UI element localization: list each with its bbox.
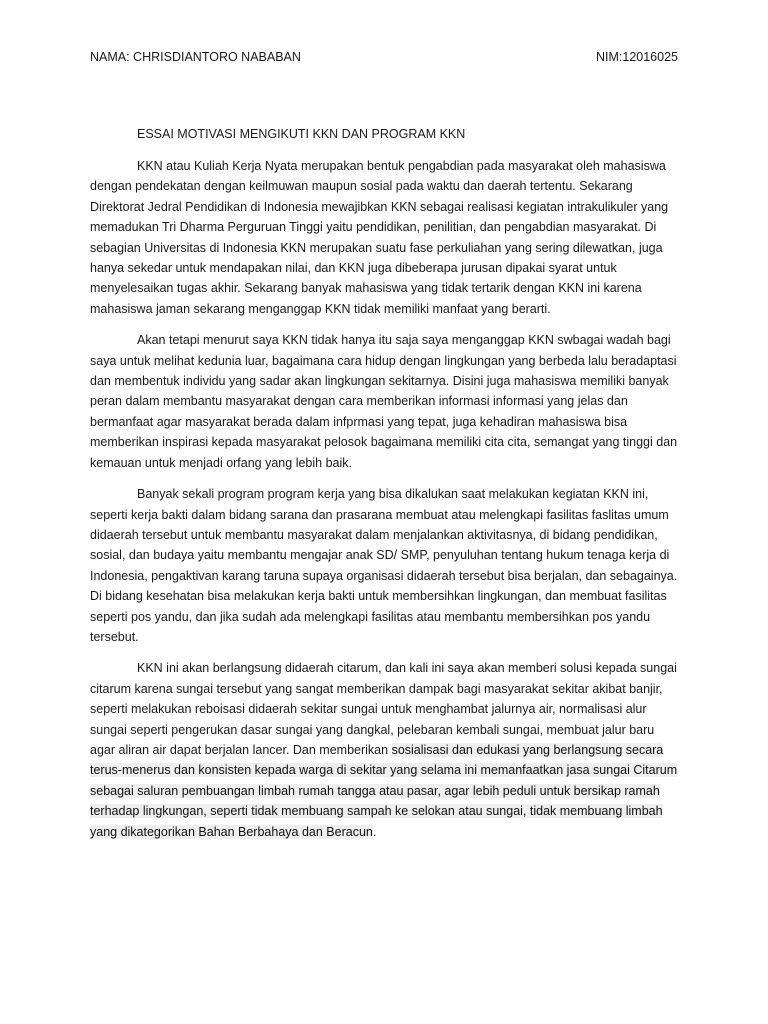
paragraph-4-end: . — [372, 824, 377, 839]
student-nim: NIM:12016025 — [595, 50, 678, 64]
essay-body — [90, 156, 680, 842]
essay-title: ESSAI MOTIVASI MENGIKUTI KKN DAN PROGRAM KKN — [137, 127, 466, 141]
paragraph-4-text: KKN ini akan berlangsung didaerah citarum, dan kali ini saya akan memberi solusi kepada sungai citarum karena sungai tersebut yang sangat memberikan dampak bagi masyarakat sekitar akibat banjir, seperti melakukan reboisasi didaerah sekitar sungai untuk menghambat jalurnya air, normalisasi alur sungai seperti pengerukan dasar sungai yang dangkal, pelebaran kembali sungai, membuat jalur baru agar aliran air dapat berjalan lancer. Dan memberikan — [90, 661, 677, 757]
paragraph-2: Akan tetapi menurut saya KKN tidak hanya itu saja saya menganggap KKN swbagai wadah bagi saya untuk melihat kedunia luar, bagaimana cara hidup dengan lingkungan yang berbeda lalu beradaptasi dan membentuk individu yang sadar akan lingkungan sekitarnya. Disini juga mahasiswa memiliki banyak peran dalam membantu masyarakat dengan cara memberikan informasi informasi yang jelas dan bermanfaat agar masyarakat berada dalam infprmasi yang tepat, juga kehadiran mahasiswa bisa memberikan inspirasi kepada masyarakat pelosok bagaimana memiliki cita cita, semangat yang tinggi dan kemauan untuk menjadi orfang yang lebih baik. — [90, 333, 678, 470]
paragraph-4 — [90, 658, 680, 842]
paragraph-1: KKN atau Kuliah Kerja Nyata merupakan bentuk pengabdian pada masyarakat oleh mahasiswa dengan pendekatan dengan keilmuwan maupun sosial pada waktu dan daerah tertentu. Sekarang Direktorat Jedral Pendidikan di Indonesia mewajibkan KKN sebagai realisasi kegiatan intrakulikuler yang memadukan Tri Dharma Perguruan Tinggi yaitu pendidikan, penilitian, dan pengabdian masyarakat. Di sebagian Universitas di Indonesia KKN merupakan suatu fase perkuliahan yang sering dilewatkan, juga hanya sekedar untuk mendapakan nilai, dan KKN juga dibeberapa jurusan dipakai syarat untuk menyelesaikan tugas akhir. Sekarang banyak mahasiswa yang tidak tertarik dengan KKN ini karena mahasiswa jaman sekarang menganggap KKN tidak memiliki manfaat yang berarti. — [90, 159, 669, 316]
student-name: NAMA: CHRISDIANTORO NABABAN — [90, 50, 301, 64]
paragraph-4-highlight: sosialisasi dan edukasi yang berlangsung secara terus-menerus dan konsisten kepada warga di sekitar yang selama ini memanfaatkan jasa sungai Citarum sebagai saluran pembuangan limbah rumah tangga atau pasar, agar lebih peduli untuk bersikap ramah terhadap lingkungan, seperti tidak membuang sampah ke selokan atau sungai, tidak membuang limbah yang dikategorikan Bahan Berbahaya dan Beracun — [90, 742, 678, 839]
paragraph-3: Banyak sekali program program kerja yang bisa dikalukan saat melakukan kegiatan KKN ini, seperti kerja bakti dalam bidang sarana dan prasarana membuat atau melengkapi fasilitas faslitas umum didaerah tersebut untuk membantu masyarakat dalam menjalankan aktivitasnya, di bidang pendidikan, sosial, dan budaya yaitu membantu mengajar anak SD/ SMP, penyuluhan tentang hukum tenaga kerja di Indonesia, pengaktivan karang taruna supaya organisasi didaerah tersebut bisa berjalan, dan sebagainya. Di bidang kesehatan bisa melakukan kerja bakti untuk membersihkan lingkungan, dan membuat fasilitas seperti pos yandu, dan jika sudah ada melengkapi fasilitas atau membantu membersihkan pos yandu tersebut. — [90, 487, 678, 644]
document-header — [90, 49, 678, 65]
